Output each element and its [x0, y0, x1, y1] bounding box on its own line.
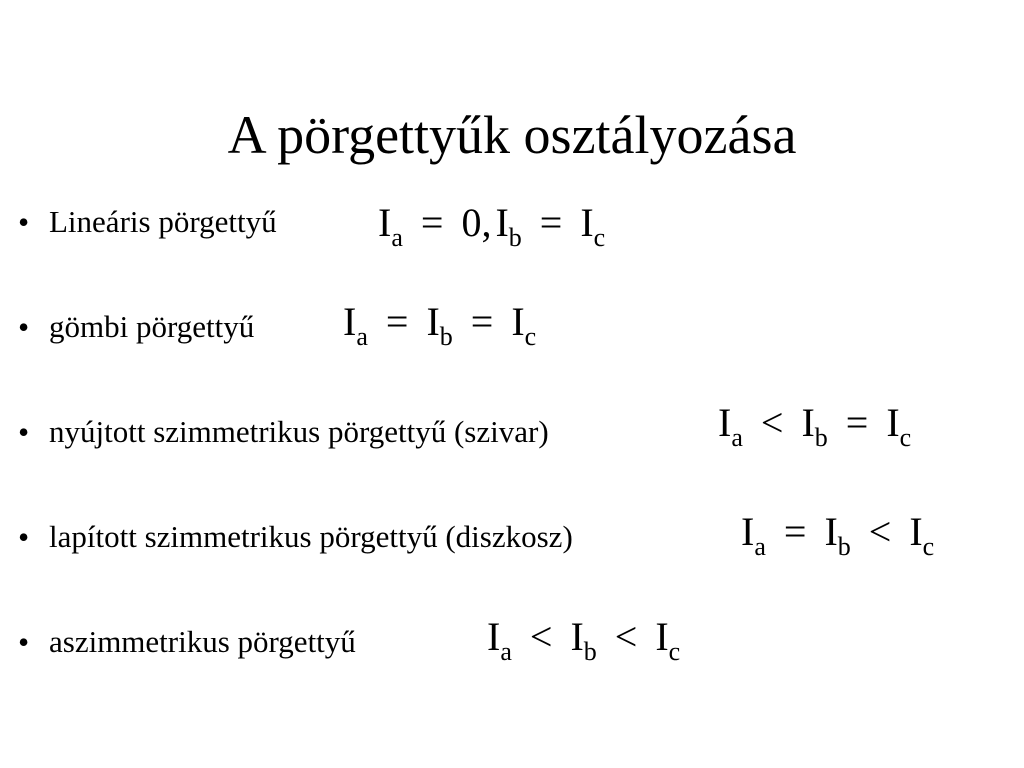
variable-subscript: c	[524, 322, 537, 351]
formula-variable	[741, 507, 766, 572]
formula-variable	[655, 612, 680, 677]
list-item-label: lapított szimmetrikus pörgettyű (diszkosz)	[49, 519, 573, 554]
variable-symbol: I	[741, 509, 755, 554]
variable-symbol: I	[886, 400, 900, 445]
formula-variable	[886, 398, 911, 463]
formula-variable	[718, 398, 743, 463]
variable-subscript: a	[731, 423, 743, 452]
list-item-label: gömbi pörgettyű	[49, 309, 255, 344]
variable-symbol: I	[378, 200, 392, 245]
variable-symbol: I	[487, 614, 501, 659]
variable-subscript: a	[391, 223, 403, 252]
formula-operator: <	[614, 614, 638, 659]
list-item-label: nyújtott szimmetrikus pörgettyű (szivar)	[49, 414, 549, 449]
variable-subscript: a	[356, 322, 368, 351]
variable-symbol: I	[909, 509, 923, 554]
variable-symbol: I	[570, 614, 584, 659]
variable-symbol: I	[655, 614, 669, 659]
formula-operator: <	[760, 400, 784, 445]
variable-subscript: c	[922, 532, 935, 561]
formula-operator: =	[539, 200, 563, 245]
formula-asymmetric-top	[487, 612, 680, 677]
formula-operator: =	[470, 299, 494, 344]
variable-symbol: I	[718, 400, 732, 445]
slide-title: A pörgettyűk osztályozása	[227, 105, 797, 165]
formula-variable	[801, 398, 827, 463]
formula-operator: <	[868, 509, 892, 554]
formula-operator: =	[420, 200, 444, 245]
formula-variable	[426, 297, 452, 362]
formula-comma: ,	[481, 200, 492, 245]
formula-variable	[378, 198, 403, 263]
bullet-icon: •	[18, 414, 30, 450]
variable-subscript: c	[899, 423, 912, 452]
variable-symbol: I	[426, 299, 440, 344]
variable-subscript: b	[508, 223, 522, 252]
formula-variable	[495, 198, 521, 263]
variable-symbol: I	[511, 299, 525, 344]
variable-subscript: b	[439, 322, 453, 351]
bullet-icon: •	[18, 519, 30, 555]
formula-variable	[511, 297, 536, 362]
formula-operator: =	[783, 509, 807, 554]
variable-subscript: a	[754, 532, 766, 561]
bullet-icon: •	[18, 204, 30, 240]
variable-subscript: b	[837, 532, 851, 561]
variable-subscript: c	[593, 223, 606, 252]
variable-symbol: I	[343, 299, 357, 344]
list-item-label: aszimmetrikus pörgettyű	[49, 624, 356, 659]
formula-variable	[487, 612, 512, 677]
list-item-label: Lineáris pörgettyű	[49, 204, 277, 239]
formula-spherical-top	[343, 297, 536, 362]
variable-symbol: I	[580, 200, 594, 245]
bullet-icon: •	[18, 309, 30, 345]
formula-variable	[824, 507, 850, 572]
formula-variable	[570, 612, 596, 677]
variable-symbol: I	[495, 200, 509, 245]
variable-subscript: a	[500, 637, 512, 666]
variable-subscript: c	[668, 637, 681, 666]
formula-linear-top	[378, 198, 605, 263]
formula-variable	[909, 507, 934, 572]
formula-prolate-top	[718, 398, 911, 463]
variable-symbol: I	[801, 400, 815, 445]
formula-variable	[580, 198, 605, 263]
formula-number: 0	[461, 200, 482, 245]
formula-operator: <	[529, 614, 553, 659]
formula-variable	[343, 297, 368, 362]
variable-symbol: I	[824, 509, 838, 554]
formula-operator: =	[845, 400, 869, 445]
variable-subscript: b	[814, 423, 828, 452]
formula-oblate-top	[741, 507, 934, 572]
formula-operator: =	[385, 299, 409, 344]
variable-subscript: b	[583, 637, 597, 666]
bullet-icon: •	[18, 624, 30, 660]
